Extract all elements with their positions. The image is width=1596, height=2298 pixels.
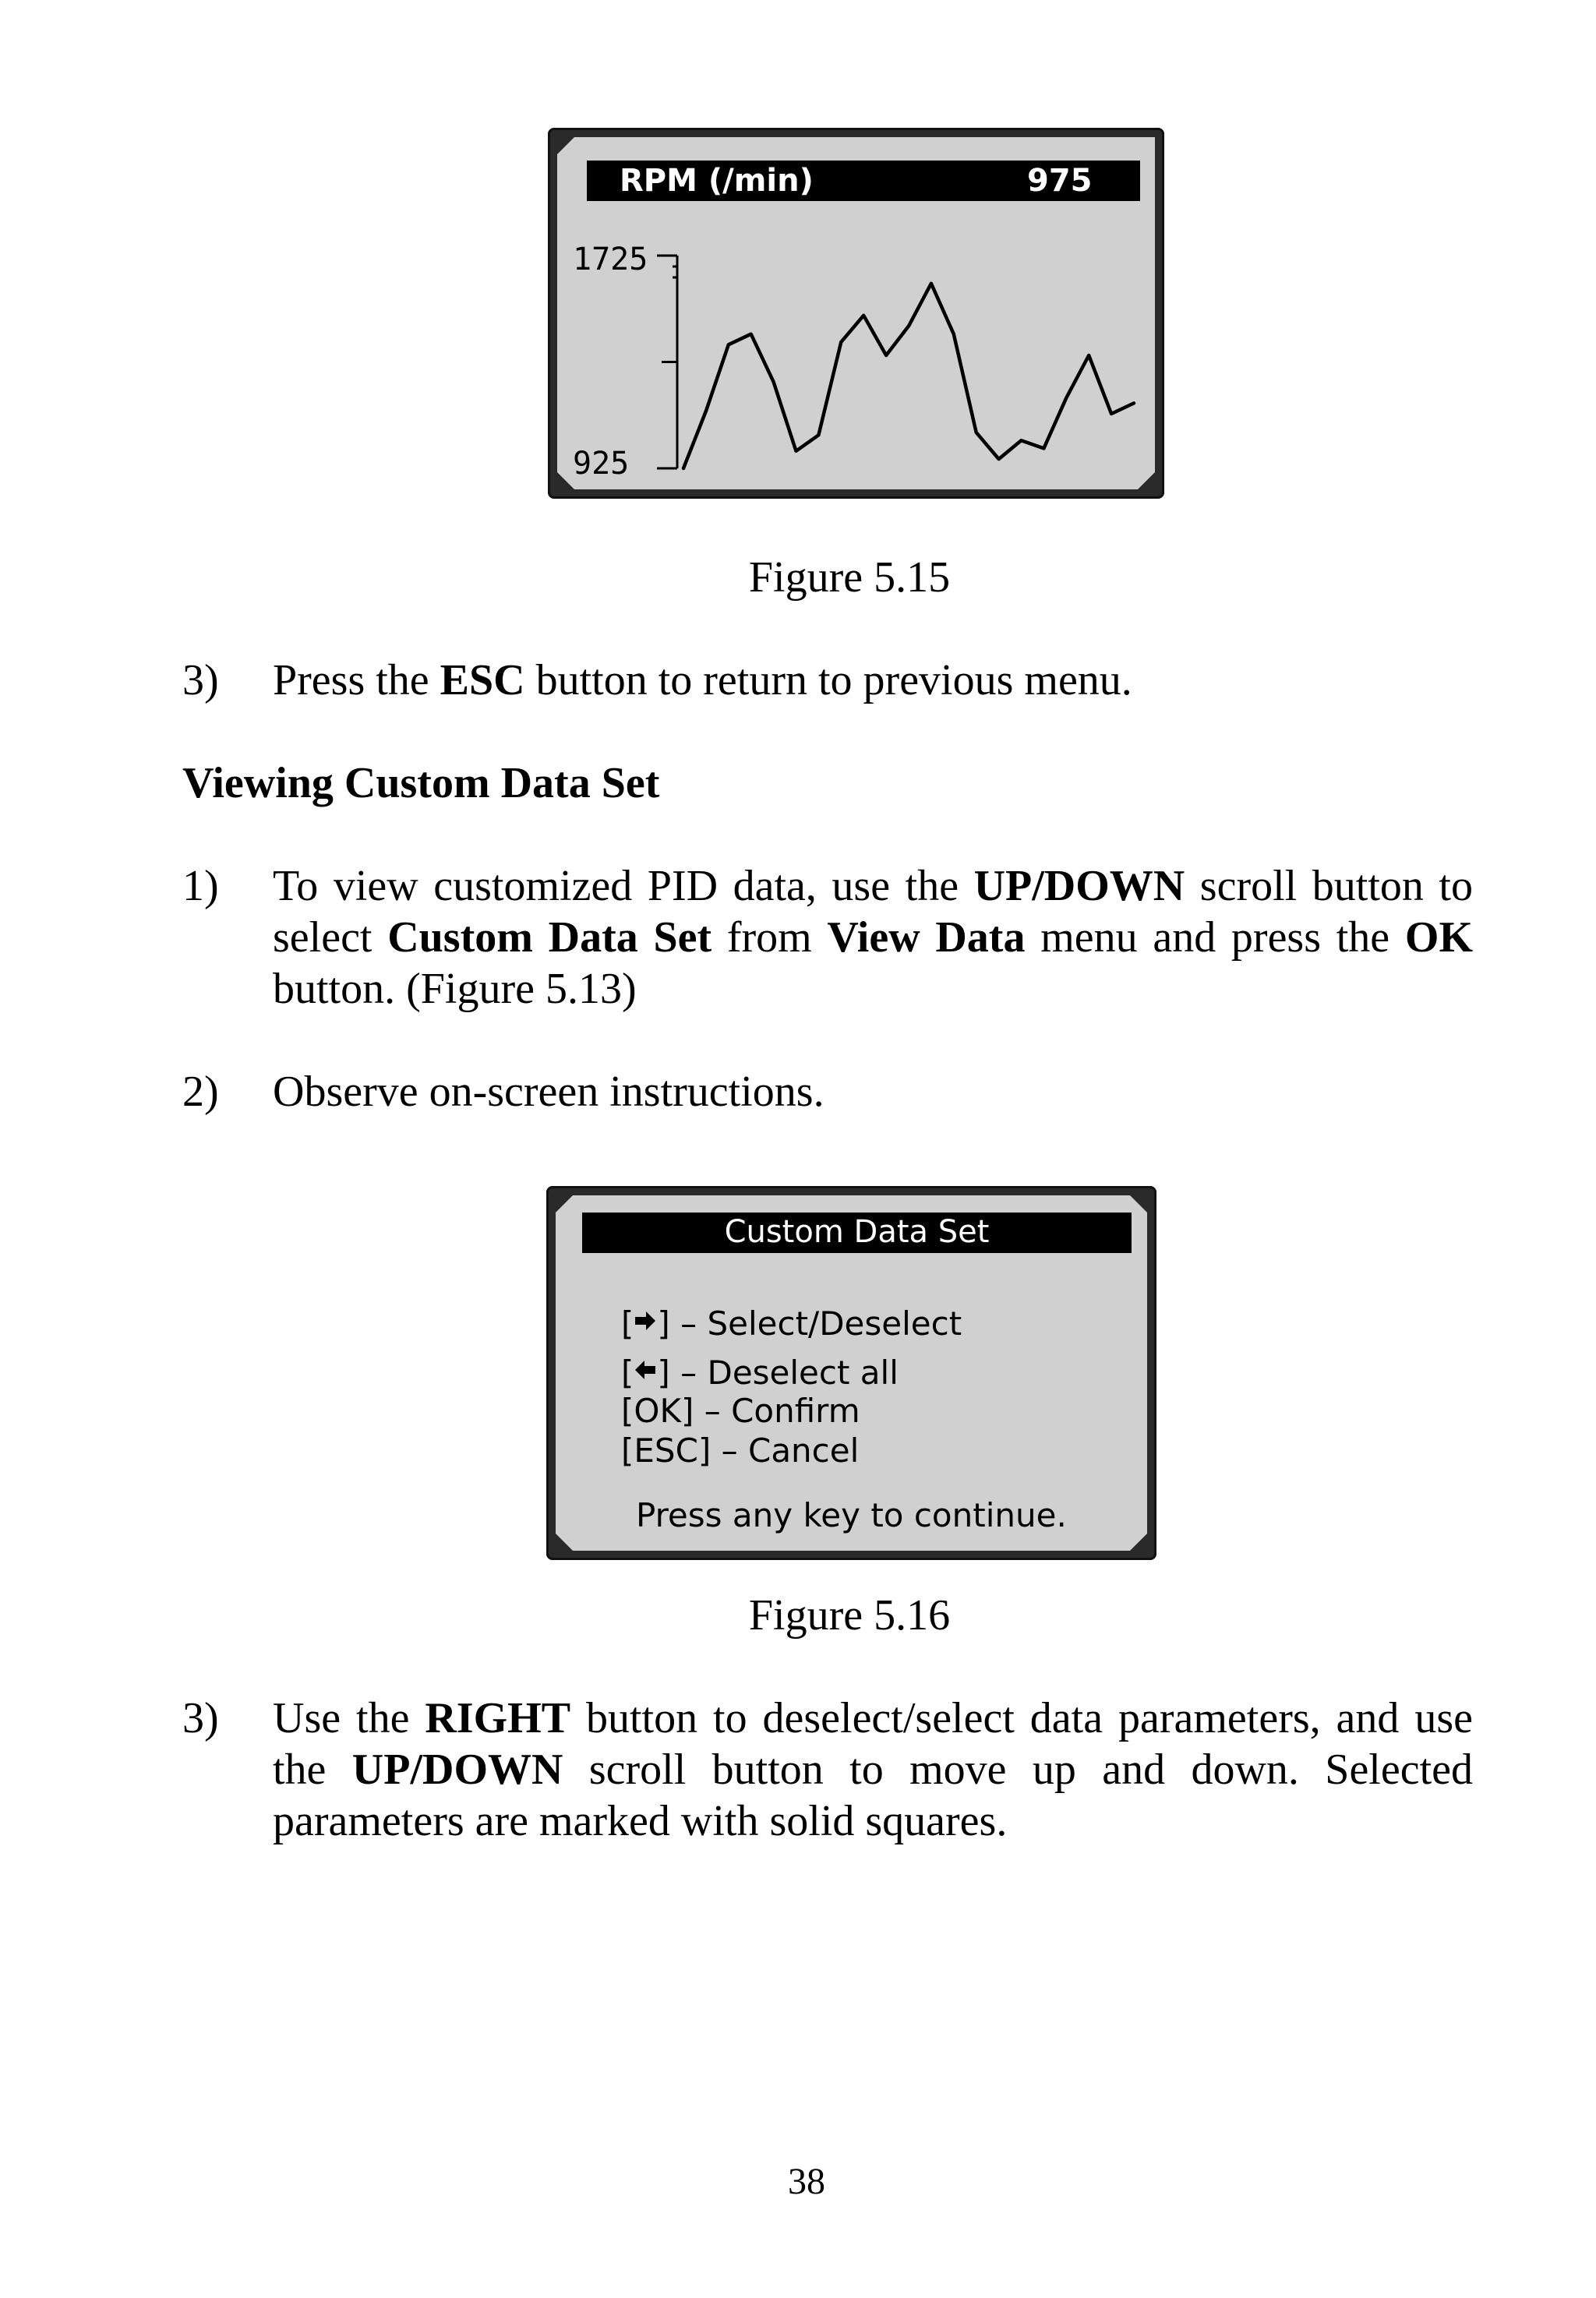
text-run: button. (Figure 5.13) [273, 965, 637, 1013]
step-1-text [273, 860, 1473, 1015]
bold-term: Custom Data Set [387, 913, 712, 962]
bold-term: RIGHT [425, 1694, 571, 1742]
rpm-line-chart [557, 137, 1155, 489]
step-3-right-number: 3) [182, 1694, 219, 1742]
text-run: button to return to previous menu. [524, 656, 1132, 704]
y-axis [657, 256, 677, 468]
figure-516-caption: Figure 5.16 [748, 1591, 951, 1640]
section-heading: Viewing Custom Data Set [182, 759, 660, 807]
screen-corner-decoration [1130, 1534, 1147, 1551]
instruction-deselect-all: [ ] – Deselect all [621, 1354, 899, 1395]
custom-data-set-screen [546, 1186, 1156, 1560]
screen-corner-decoration [556, 1534, 573, 1551]
step-3-number: 3) [182, 656, 219, 704]
text-run: menu and press the [1025, 913, 1405, 962]
rpm-header-label: RPM (/min) [620, 163, 814, 199]
screen-corner-decoration [1130, 1195, 1147, 1213]
custom-data-set-title: Custom Data Set [724, 1214, 990, 1250]
bold-term: View Data [827, 913, 1026, 962]
right-arrow-icon [634, 1307, 657, 1346]
step-2-text: Observe on-screen instructions. [273, 1068, 824, 1116]
y-min-label: 925 [573, 446, 630, 482]
bold-term: ESC [440, 656, 525, 704]
rpm-header-value: 975 [1027, 163, 1093, 199]
step-2-number: 2) [182, 1068, 219, 1116]
bold-term: UP/DOWN [973, 862, 1185, 910]
custom-data-set-title-bar [582, 1213, 1132, 1253]
step-3-esc-text [273, 655, 1473, 706]
rpm-graph-display [557, 137, 1155, 489]
left-arrow-icon [634, 1356, 657, 1395]
screen-corner-decoration [556, 1195, 573, 1213]
y-max-label: 1725 [573, 242, 648, 277]
figure-515-caption: Figure 5.15 [748, 553, 951, 602]
rpm-graph-screen [548, 128, 1164, 499]
step-1-number: 1) [182, 862, 219, 910]
text-run: To view customized PID data, use the [273, 862, 974, 910]
bold-term: UP/DOWN [351, 1746, 563, 1794]
instruction-cancel: [ESC] – Cancel [621, 1431, 860, 1470]
press-any-key-prompt: Press any key to continue. [636, 1496, 1067, 1534]
instruction-select-deselect: [ ] – Select/Deselect [621, 1304, 962, 1346]
page-number: 38 [788, 2161, 825, 2202]
rpm-series-line [683, 284, 1134, 468]
text-run: scroll button to move up and down. Selected parameters are marked with solid squares. [273, 1746, 1473, 1845]
text-run: from [711, 913, 828, 962]
step-3-right-text [273, 1693, 1473, 1847]
text-run: Use the [273, 1694, 425, 1742]
text-run: Press the [273, 656, 440, 704]
text-run: scroll button to select [273, 862, 1473, 962]
bold-term: OK [1404, 913, 1474, 962]
text-run: button to deselect/select data parameters, and use the [273, 1694, 1473, 1794]
custom-data-set-display [556, 1195, 1147, 1551]
instruction-confirm: [OK] – Confirm [621, 1392, 860, 1430]
